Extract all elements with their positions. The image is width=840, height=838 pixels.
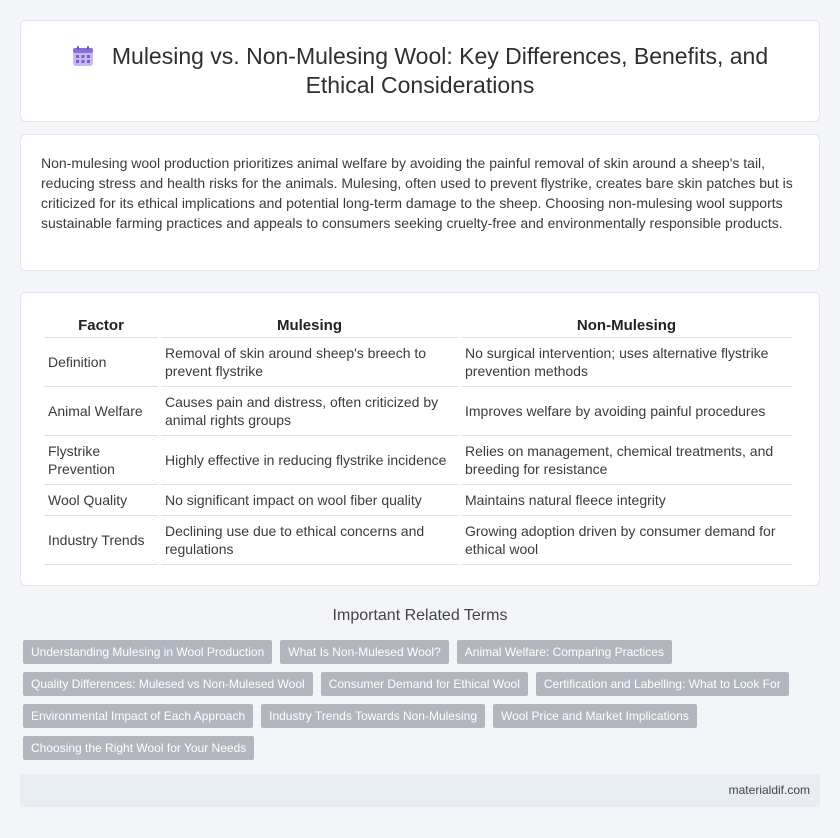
mulesing-cell: Causes pain and distress, often criticized by animal rights groups [161,387,458,436]
non-mulesing-cell: Maintains natural fleece integrity [461,485,792,516]
table-row [44,338,792,387]
mulesing-cell: Removal of skin around sheep's breech to prevent flystrike [161,338,458,387]
related-term-tag[interactable]: Certification and Labelling: What to Look For [536,672,789,696]
non-mulesing-cell: Growing adoption driven by consumer demand for ethical wool [461,516,792,565]
related-term-tag[interactable]: Animal Welfare: Comparing Practices [457,640,672,664]
factor-cell: Definition [44,338,158,387]
column-header-mulesing: Mulesing [161,313,458,338]
comparison-table-card [20,292,820,586]
column-header-non-mulesing: Non-Mulesing [461,313,792,338]
related-term-tag[interactable]: Understanding Mulesing in Wool Production [23,640,272,664]
calendar-grid-icon [72,45,94,67]
page-title-wrap [61,42,779,100]
non-mulesing-cell: No surgical intervention; uses alternative flystrike prevention methods [461,338,792,387]
mulesing-cell: No significant impact on wool fiber quality [161,485,458,516]
related-term-tag[interactable]: Environmental Impact of Each Approach [23,704,253,728]
related-terms-list [23,640,813,760]
related-term-tag[interactable]: Industry Trends Towards Non-Mulesing [261,704,485,728]
mulesing-cell: Declining use due to ethical concerns and regulations [161,516,458,565]
factor-cell: Industry Trends [44,516,158,565]
factor-cell: Animal Welfare [44,387,158,436]
table-row [44,485,792,516]
column-header-factor: Factor [44,313,158,338]
related-term-tag[interactable]: Quality Differences: Mulesed vs Non-Mulesed Wool [23,672,313,696]
intro-paragraph: Non-mulesing wool production prioritizes animal welfare by avoiding the painful removal of skin around a sheep's tail, reducing stress and health risks for the animals. Mulesing, often used to prevent flystrike, creates bare skin patches but is criticized for its ethical implications and potential long-term damage to the sheep. Choosing non-mulesing wool supports sustainable farming practices and appeals to consumers seeking cruelty-free and environmentally responsible products. [41,155,793,231]
page-title: Mulesing vs. Non-Mulesing Wool: Key Differences, Benefits, and Ethical Considerations [111,43,769,98]
non-mulesing-cell: Relies on management, chemical treatments, and breeding for resistance [461,436,792,485]
related-term-tag[interactable]: Consumer Demand for Ethical Wool [321,672,528,696]
table-row [44,436,792,485]
related-term-tag[interactable]: Choosing the Right Wool for Your Needs [23,736,254,760]
comparison-table [41,313,795,565]
factor-cell: Flystrike Prevention [44,436,158,485]
title-card [20,20,820,122]
footer [20,774,820,807]
related-term-tag[interactable]: Wool Price and Market Implications [493,704,697,728]
mulesing-cell: Highly effective in reducing flystrike incidence [161,436,458,485]
table-row [44,516,792,565]
non-mulesing-cell: Improves welfare by avoiding painful procedures [461,387,792,436]
intro-card [20,134,820,271]
related-term-tag[interactable]: What Is Non-Mulesed Wool? [280,640,449,664]
table-row [44,387,792,436]
footer-site-link[interactable]: materialdif.com [728,783,810,797]
table-header-row [44,313,792,338]
related-terms-heading: Important Related Terms [332,607,508,624]
factor-cell: Wool Quality [44,485,158,516]
